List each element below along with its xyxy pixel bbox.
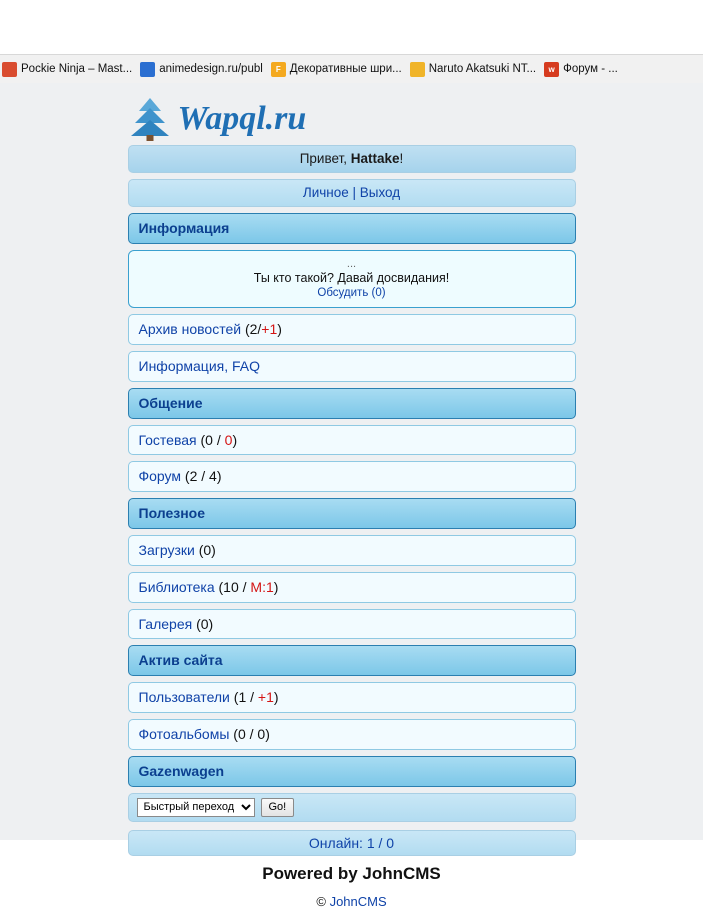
bookmark-label: Декоративные шри...: [289, 63, 402, 75]
letter-f-favicon-icon: F: [271, 62, 286, 77]
bookmark-item[interactable]: [138, 59, 269, 79]
menu-item-counts: (0): [194, 542, 216, 559]
logout-link[interactable]: Выход: [359, 185, 401, 201]
section-header-gazenwagen: Gazenwagen: [128, 756, 576, 787]
menu-item-label[interactable]: Пользователи: [138, 689, 230, 706]
section-header-info: Информация: [128, 213, 576, 244]
menu-item-label[interactable]: Библиотека: [138, 578, 215, 595]
quick-jump-bar: [128, 793, 576, 822]
animedesign-favicon-icon: [140, 62, 155, 77]
menu-item-gallery[interactable]: [128, 609, 576, 640]
menu-item-counts: (2/+1): [241, 321, 282, 338]
menu-item-users[interactable]: [128, 682, 576, 713]
section-header-activity: Актив сайта: [128, 645, 576, 676]
menu-item-label[interactable]: Архив новостей: [138, 321, 242, 338]
quick-jump-go-button[interactable]: Go!: [261, 798, 295, 817]
greeting-username: Hattake: [350, 151, 400, 166]
quick-jump-select[interactable]: [137, 798, 255, 817]
menu-item-counts: (0 / 0): [196, 431, 238, 448]
menu-item-counts: (1 / +1): [229, 689, 279, 706]
section-header-communication: Общение: [128, 388, 576, 419]
menu-item-photoalbums[interactable]: [128, 719, 576, 750]
copyright-line: [128, 894, 576, 909]
bookmark-label: animedesign.ru/publ: [159, 63, 263, 75]
menu-item-label[interactable]: Форум: [138, 468, 182, 485]
menu-item-guestbook[interactable]: [128, 425, 576, 456]
account-bar: [128, 179, 576, 207]
bookmark-label: Форум - ...: [563, 63, 618, 75]
menu-item-downloads[interactable]: [128, 535, 576, 566]
naruto-favicon-icon: [410, 62, 425, 77]
bookmark-item[interactable]: [408, 59, 542, 79]
site-content: [128, 83, 576, 909]
news-box: [128, 250, 576, 308]
menu-item-library[interactable]: [128, 572, 576, 603]
ninja-favicon-icon: [2, 62, 17, 77]
menu-item-label[interactable]: Гостевая: [138, 431, 197, 448]
menu-item-counts: (10 / М:1): [214, 578, 279, 595]
bookmark-item[interactable]: [542, 59, 624, 79]
menu-item-forum[interactable]: [128, 461, 576, 492]
bookmark-label: Naruto Akatsuki NT...: [428, 63, 537, 75]
powered-by-text: Powered by JohnCMS: [262, 863, 441, 883]
menu-item-counts: (0 / 0): [229, 726, 270, 743]
christmas-tree-icon: [130, 98, 170, 140]
bookmark-label: Pockie Ninja – Mast...: [21, 63, 133, 75]
news-text: Ты кто такой? Давай досвидания!: [253, 271, 450, 286]
bookmarks-bar: [0, 54, 703, 84]
browser-chrome-top: [0, 0, 703, 54]
menu-item-label[interactable]: Загрузки: [138, 542, 195, 559]
menu-item-counts: (2 / 4): [181, 468, 222, 485]
greeting-prefix: Привет,: [299, 151, 351, 166]
menu-item-label[interactable]: Фотоальбомы: [138, 726, 230, 743]
web20-favicon-icon: w: [544, 62, 559, 77]
section-header-useful: Полезное: [128, 498, 576, 529]
online-status-bar: Онлайн: 1 / 0: [128, 830, 576, 856]
greeting-suffix: !: [399, 151, 404, 166]
personal-link[interactable]: Личное: [302, 185, 349, 201]
account-separator: |: [348, 185, 360, 201]
news-discuss-link[interactable]: Обсудить (0): [317, 287, 386, 300]
greeting-bar: [128, 145, 576, 173]
copyright-link[interactable]: JohnCMS: [329, 893, 387, 909]
site-logo-text: Wapql.ru: [177, 100, 307, 137]
menu-item-label[interactable]: Галерея: [138, 615, 193, 632]
bookmark-item[interactable]: [269, 59, 408, 79]
menu-item-counts: (0): [192, 615, 214, 632]
menu-item-label[interactable]: Информация, FAQ: [138, 358, 261, 375]
page-viewport: [0, 83, 703, 909]
menu-item-news-archive[interactable]: [128, 314, 576, 345]
site-header: [128, 93, 576, 145]
news-dots: ...: [346, 258, 357, 271]
copyright-symbol: ©: [316, 893, 330, 909]
menu-item-info-faq[interactable]: [128, 351, 576, 382]
bookmark-item[interactable]: [0, 59, 138, 79]
